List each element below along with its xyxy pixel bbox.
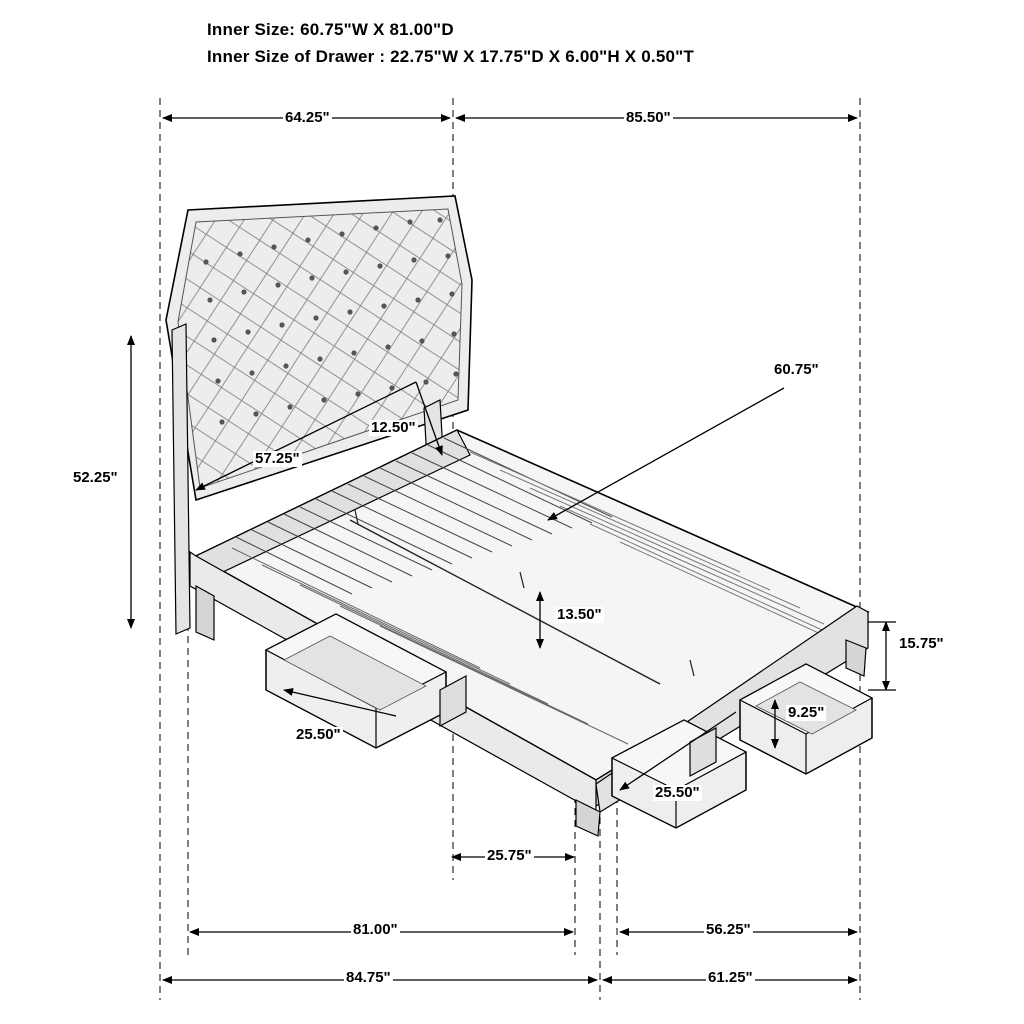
dim-label-64-25: 64.25" [285, 109, 330, 126]
dim-label-15-75: 15.75" [899, 635, 944, 652]
dim-label-56-25: 56.25" [706, 921, 751, 938]
dim-label-85-50: 85.50" [626, 109, 671, 126]
dim-label-25-75: 25.75" [487, 847, 532, 864]
dim-label-61-25: 61.25" [708, 969, 753, 986]
dim-label-81-00: 81.00" [353, 921, 398, 938]
dim-label-13-50: 13.50" [557, 606, 602, 623]
dim-label-25-50-mid: 25.50" [655, 784, 700, 801]
dim-label-57-25: 57.25" [255, 450, 300, 467]
dim-label-12-50: 12.50" [371, 419, 416, 436]
header-inner-size-drawer: Inner Size of Drawer : 22.75"W X 17.75"D X 6.00"H X 0.50"T [207, 47, 694, 66]
bed-illustration [166, 196, 872, 836]
dim-label-25-50-left: 25.50" [296, 726, 341, 743]
dim-label-52-25: 52.25" [73, 469, 118, 486]
dim-label-9-25: 9.25" [788, 704, 825, 721]
dim-label-84-75: 84.75" [346, 969, 391, 986]
dim-label-60-75: 60.75" [774, 361, 819, 378]
dim-60-75-leader [548, 388, 784, 520]
header-inner-size: Inner Size: 60.75"W X 81.00"D [207, 20, 454, 39]
